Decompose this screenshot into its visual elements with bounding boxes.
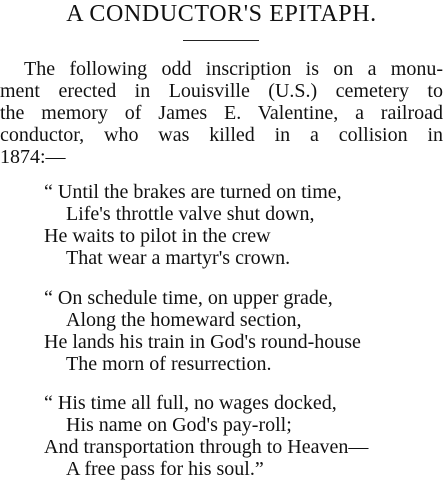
verse-line: “ On schedule time, on upper grade, [44,287,333,309]
verse-line: A free pass for his soul.” [66,458,264,480]
intro-line: ment erected in Louisville (U.S.) cemetery to [0,80,443,102]
intro-line: 1874:— [0,146,66,168]
intro-line: the memory of James E. Valentine, a railroad [0,102,443,124]
verse-line: He waits to pilot in the crew [44,225,271,247]
verse-line: “ His time all full, no wages docked, [44,392,337,414]
verse-line: That wear a martyr's crown. [66,247,291,269]
title-divider [183,40,259,41]
verse-line: Along the homeward section, [66,309,302,331]
verse-line: Life's throttle valve shut down, [66,203,315,225]
article-title: A CONDUCTOR'S EPITAPH. [66,1,377,27]
verse-line: “ Until the brakes are turned on time, [44,181,342,203]
verse-line: His name on God's pay-roll; [66,414,292,436]
verse-line: And transportation through to Heaven— [44,436,369,458]
verse-line: The morn of resurrection. [66,353,272,375]
intro-line: The following odd inscription is on a monu- [24,58,443,80]
verse-line: He lands his train in God's round-house [44,331,361,353]
intro-line: conductor, who was killed in a collision in [0,124,443,146]
